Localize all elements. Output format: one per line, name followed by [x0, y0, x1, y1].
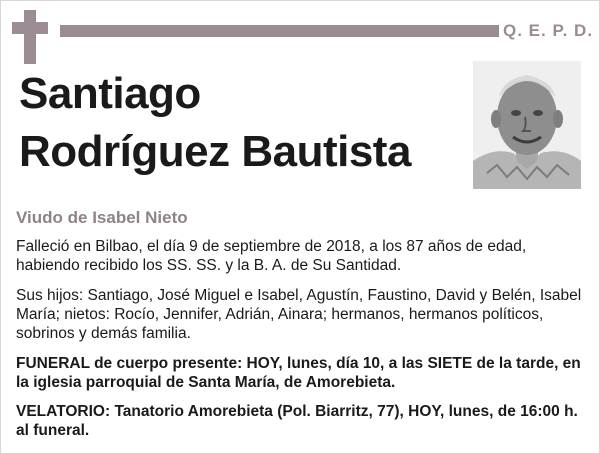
family-paragraph: Sus hijos: Santiago, José Miguel e Isabel, Agustín, Faustino, David y Belén, Isabel María; nietos: Rocío, Jennifer, Adrián, Ainara; hermanos, hermanos políticos, sobrinos y demás familia.	[16, 287, 582, 342]
funeral-paragraph: FUNERAL de cuerpo presente: HOY, lunes, día 10, a las SIETE de la tarde, en la iglesia parroquial de Santa María, de Amorebieta.	[16, 355, 581, 391]
deceased-first-name: Santiago	[19, 69, 201, 118]
relation-line: Viudo de Isabel Nieto	[16, 208, 188, 227]
deceased-photo	[473, 61, 581, 189]
qepd-label: Q. E. P. D.	[503, 21, 594, 40]
deceased-surnames: Rodríguez Bautista	[19, 127, 411, 176]
cross-icon	[12, 10, 48, 64]
header-rule	[60, 25, 499, 37]
death-paragraph: Falleció en Bilbao, el día 9 de septiembre de 2018, a los 87 años de edad, habiendo recibido los SS. SS. y la B. A. de Su Santidad.	[16, 238, 527, 274]
deceased-name	[19, 65, 411, 181]
wake-paragraph: VELATORIO: Tanatorio Amorebieta (Pol. Biarritz, 77), HOY, lunes, de 16:00 h. al funeral.	[16, 403, 578, 439]
